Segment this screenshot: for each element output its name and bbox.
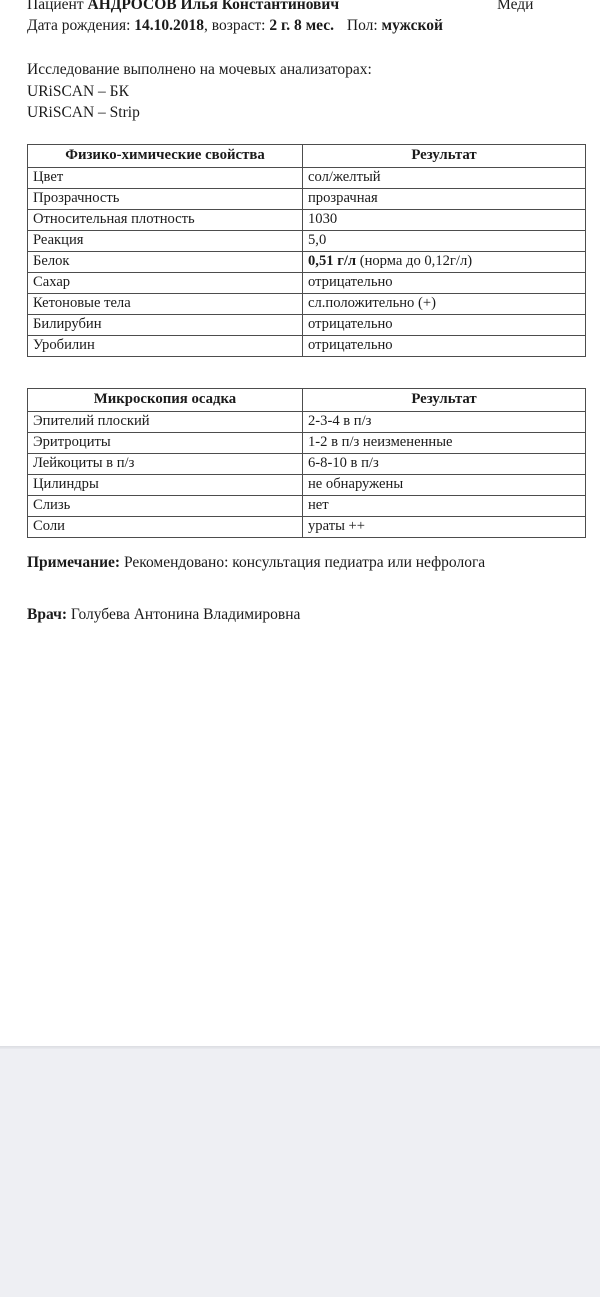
table-row [28,273,586,294]
table-row [28,496,586,517]
patient-name: АНДРОСОВ Илья Константинович [87,0,340,13]
note-text: Рекомендовано: консультация педиатра или нефролога [123,554,486,571]
row-result-value: прозрачная [303,189,586,210]
row-property-name: Лейкоциты в п/з [28,454,303,475]
table-row [28,294,586,315]
table-row [28,168,586,189]
physico-chemical-table [27,144,586,357]
microscopy-table [27,388,586,538]
row-property-name: Уробилин [28,336,303,357]
table-row [28,315,586,336]
table-row [28,433,586,454]
table-row [28,336,586,357]
table-row [28,210,586,231]
patient-label: Пациент [27,0,84,13]
sex-value: мужской [381,17,443,34]
table-row [28,231,586,252]
column-header-result: Результат [303,145,586,168]
row-result-value: 5,0 [303,231,586,252]
column-header-property: Микроскопия осадка [28,389,303,412]
row-result-value: 1-2 в п/з неизмененные [303,433,586,454]
analyzer-line-2: URiSCAN – Strip [27,104,140,121]
age-value: 2 г. 8 мес. [269,17,334,34]
table-row [28,517,586,538]
column-header-property: Физико-химические свойства [28,145,303,168]
birth-line [27,15,587,36]
table-header-row [28,389,586,412]
row-result-value: отрицательно [303,315,586,336]
row-property-name: Прозрачность [28,189,303,210]
row-property-name: Цилиндры [28,475,303,496]
table-header-row [28,145,586,168]
table-row [28,454,586,475]
column-header-result: Результат [303,389,586,412]
row-property-name: Эритроциты [28,433,303,454]
row-result-value: 1030 [303,210,586,231]
row-result-value: 6-8-10 в п/з [303,454,586,475]
row-property-name: Сахар [28,273,303,294]
note-label: Примечание: [27,554,121,571]
microscopy-table-body [28,412,586,538]
analyzer-line-1: URiSCAN – БК [27,82,129,100]
row-property-name: Относительная плотность [28,210,303,231]
physico-table-body [28,168,586,357]
row-property-name: Цвет [28,168,303,189]
birth-label: Дата рождения: [27,17,131,34]
row-property-name: Кетоновые тела [28,294,303,315]
row-result-value: отрицательно [303,336,586,357]
row-property-name: Эпителий плоский [28,412,303,433]
note-line [27,552,485,573]
analyzer-intro: Исследование выполнено на мочевых анализаторах: [27,61,372,78]
row-result-value: ураты ++ [303,517,586,538]
age-label: , возраст: [204,17,266,34]
birth-value: 14.10.2018 [134,17,205,34]
row-property-name: Билирубин [28,315,303,336]
doctor-name: Голубева Антонина Владимировна [70,606,301,623]
row-property-name: Белок [28,252,303,273]
table-row [28,475,586,496]
table-row [28,412,586,433]
row-property-name: Соли [28,517,303,538]
row-result-value: 2-3-4 в п/з [303,412,586,433]
row-result-value: 0,51 г/л (норма до 0,12г/л) [303,252,586,273]
doctor-label: Врач: [27,606,67,623]
sex-label: Пол: [346,17,378,34]
doctor-line [27,604,300,625]
row-result-value: не обнаружены [303,475,586,496]
row-result-value: сол/желтый [303,168,586,189]
analyzer-block [27,59,567,124]
header-right-truncated: Меди [497,0,534,13]
row-result-value: нет [303,496,586,517]
row-property-name: Реакция [28,231,303,252]
viewport-background [0,1049,600,1297]
table-row [28,189,586,210]
row-result-value: отрицательно [303,273,586,294]
table-row [28,252,586,273]
row-property-name: Слизь [28,496,303,517]
row-result-value: сл.положительно (+) [303,294,586,315]
